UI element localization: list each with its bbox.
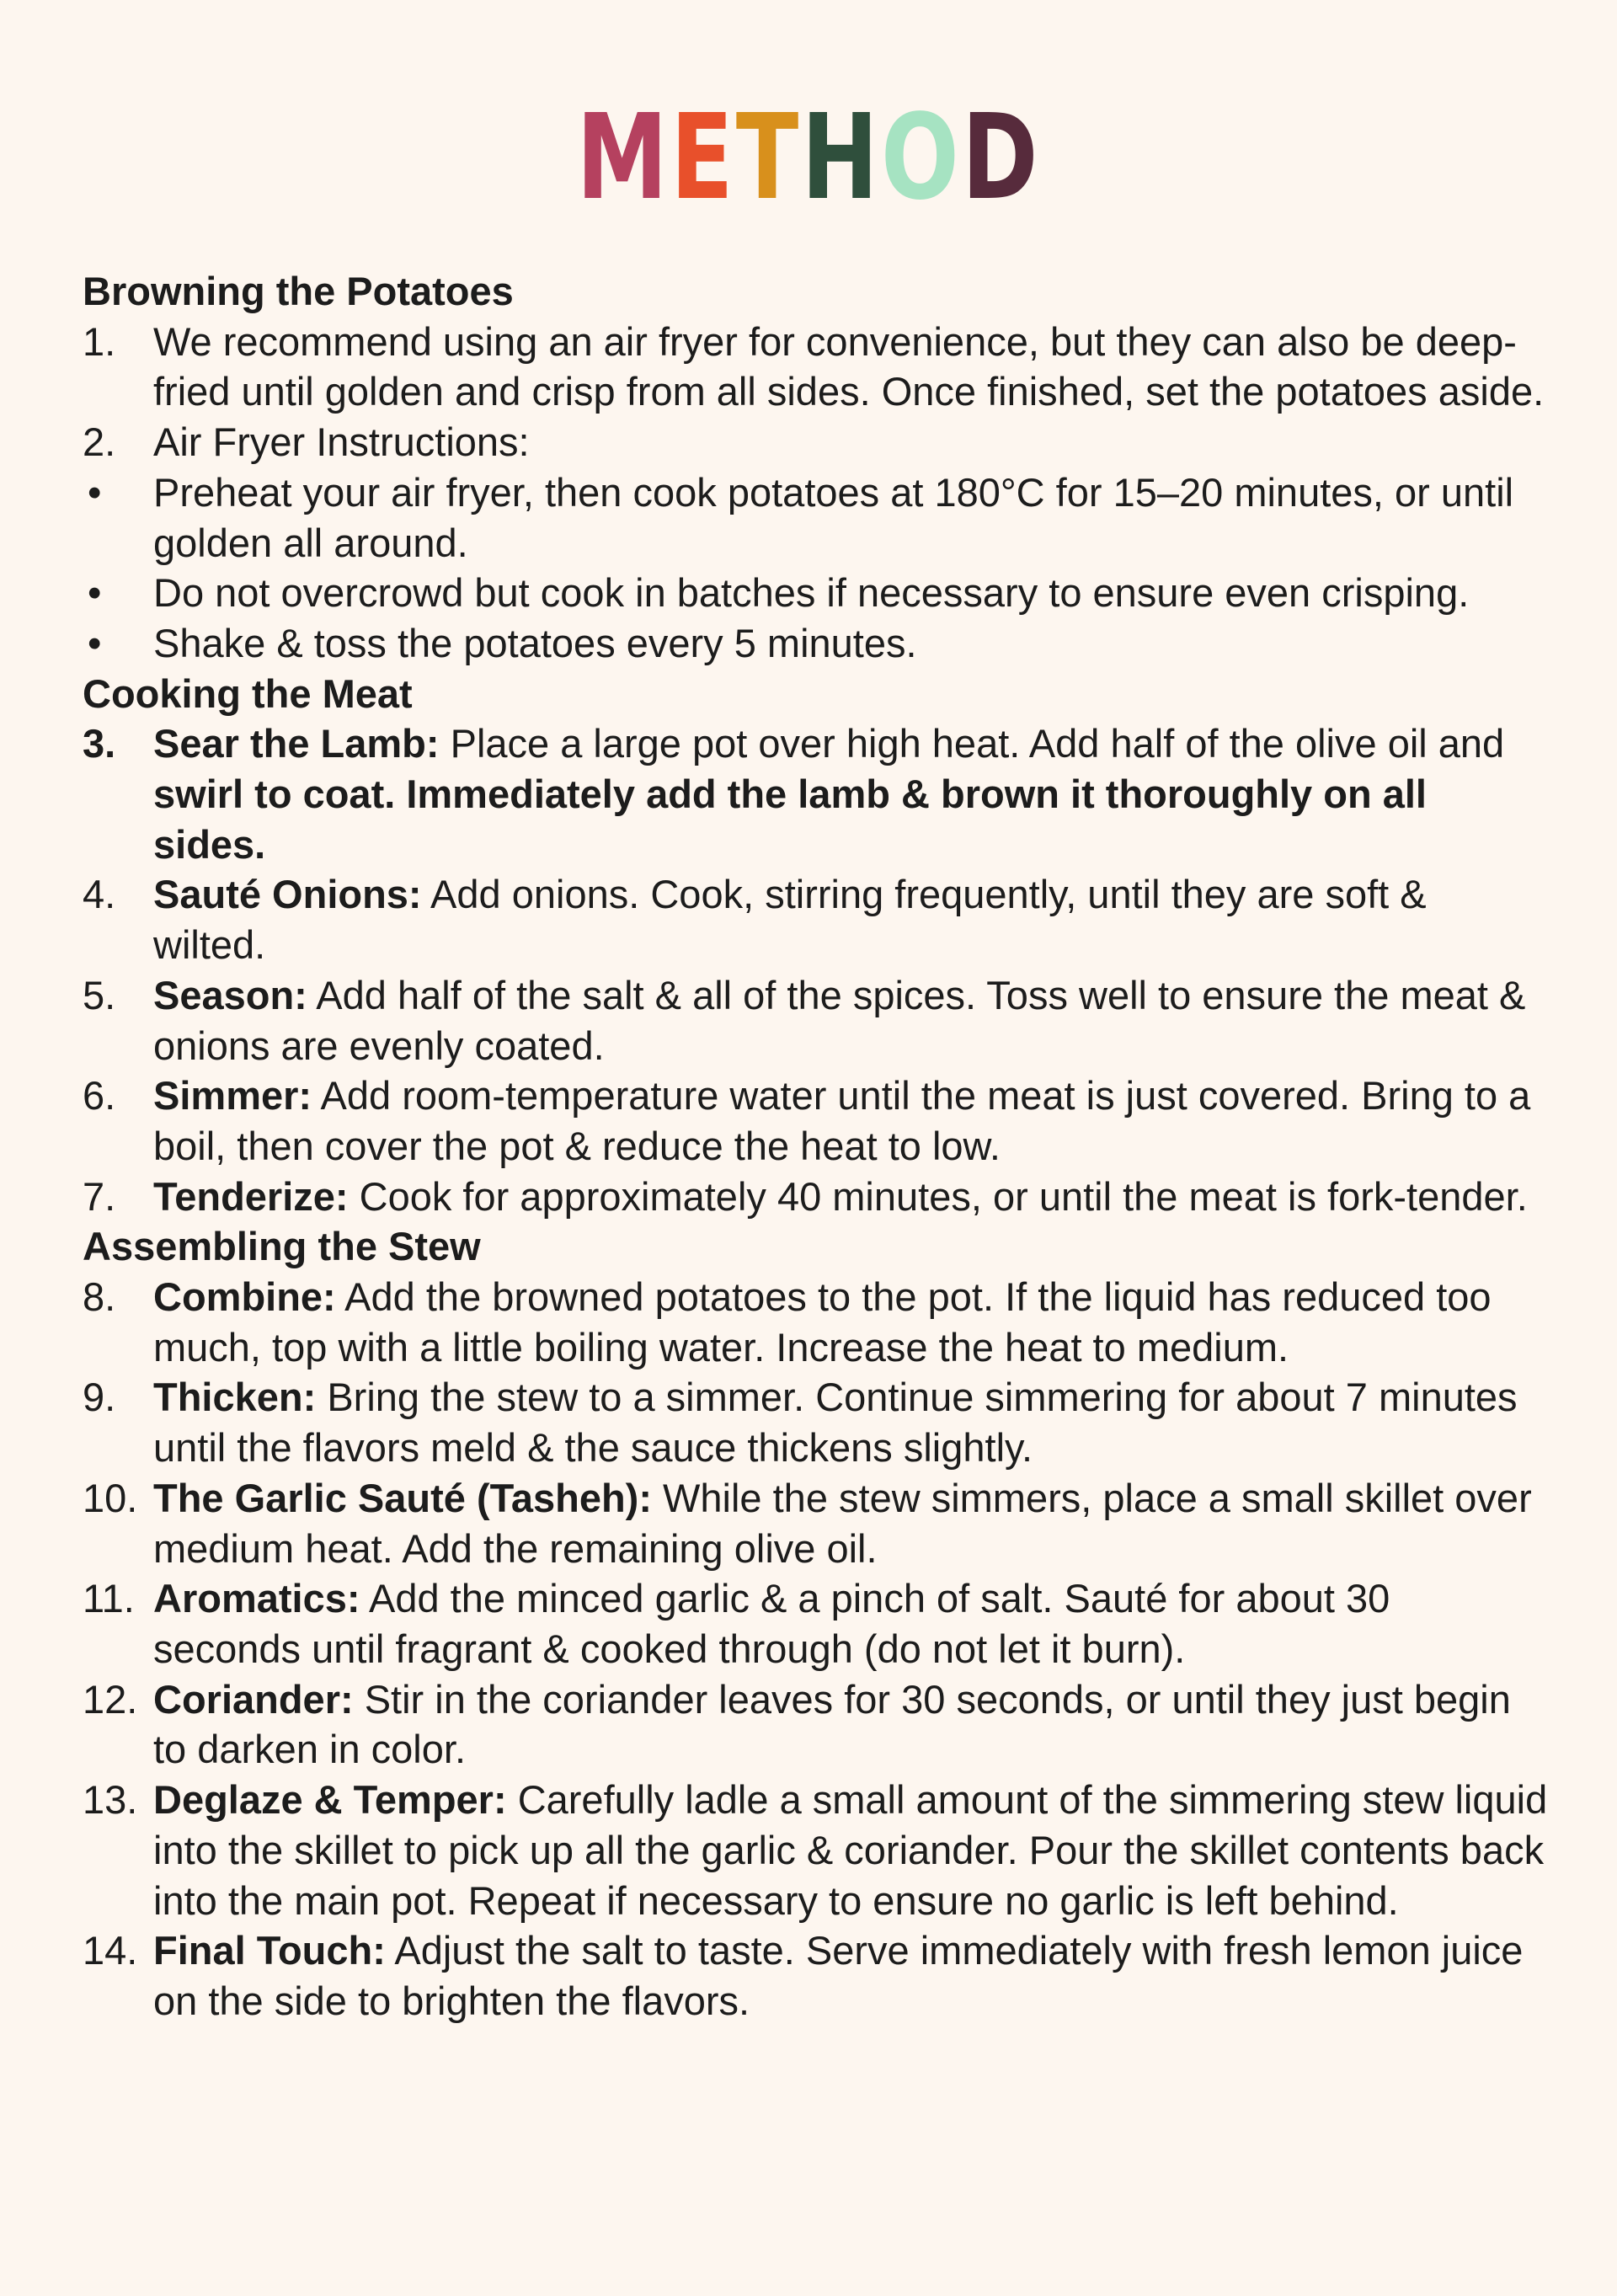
title-letter: E [670, 89, 736, 227]
step-item [83, 1272, 1548, 1372]
step-number: 12. [83, 1676, 138, 1722]
step-description: Stir in the coriander leaves for 30 seconds, or until they just begin to darken in color. [153, 1676, 1511, 1772]
bullet-marker: • [88, 469, 102, 515]
step-description: Bring the stew to a simmer. Continue simmering for about 7 minutes until the flavors meld & the sauce thickens slightly. [153, 1375, 1518, 1471]
step-number: 6. [83, 1073, 116, 1119]
section-heading: Browning the Potatoes [83, 269, 514, 313]
step-item [83, 718, 1548, 869]
step-item [83, 317, 1548, 417]
bullet-marker: • [88, 620, 102, 665]
step-item [83, 417, 1548, 467]
page-title [178, 89, 1439, 227]
step-label: Season: [153, 972, 307, 1017]
step-label: Sauté Onions: [153, 872, 422, 917]
title-letter: O [880, 89, 962, 227]
step-text [153, 470, 1513, 565]
step-label: Tenderize: [153, 1173, 349, 1219]
step-description: Add the browned potatoes to the pot. If the liquid has reduced too much, top with a little boiling water. Increase the heat to medium. [153, 1274, 1492, 1370]
step-text [153, 319, 1544, 414]
step-text [153, 570, 1469, 615]
step-number: 13. [83, 1777, 138, 1823]
step-text [153, 1677, 1511, 1772]
bullet-item [83, 467, 1548, 568]
step-text [153, 1174, 1528, 1219]
step-number: 10. [83, 1475, 138, 1520]
step-label: The Garlic Sauté (Tasheh): [153, 1475, 652, 1520]
section-browning-potatoes [83, 266, 1548, 669]
step-item [83, 869, 1548, 969]
section-assembling-stew [83, 1221, 1548, 2026]
step-description: Place a large pot over high heat. Add half of the olive oil and [439, 721, 1505, 766]
step-description: Do not overcrowd but cook in batches if necessary to ensure even crisping. [153, 570, 1470, 616]
step-label: Combine: [153, 1274, 336, 1320]
step-number: 8. [83, 1274, 116, 1320]
step-list [83, 317, 1548, 669]
step-description: We recommend using an air fryer for convenience, but they can also be deep-fried until golden and crisp from all sides. Once finished, set the potatoes aside. [153, 318, 1545, 414]
step-description: Shake & toss the potatoes every 5 minutes. [153, 620, 917, 665]
step-item [83, 1071, 1548, 1171]
step-item [83, 970, 1548, 1071]
step-number: 5. [83, 972, 116, 1017]
step-number: 11. [83, 1576, 135, 1621]
step-number: 14. [83, 1928, 138, 1973]
step-description: Carefully ladle a small amount of the simmering stew liquid into the skillet to pick up all the garlic & coriander. Pour the skillet contents back into the main pot. Repeat if necessary to ensure no garlic is left behind. [153, 1777, 1548, 1923]
step-label: Coriander: [153, 1676, 354, 1722]
step-label: Simmer: [153, 1073, 312, 1119]
bullet-item [83, 568, 1548, 618]
step-label: Deglaze & Temper: [153, 1777, 507, 1823]
step-description: While the stew simmers, place a small skillet over medium heat. Add the remaining olive oil. [153, 1475, 1532, 1571]
step-label: Sear the Lamb: [153, 721, 440, 766]
step-description: Adjust the salt to taste. Serve immediately with fresh lemon juice on the side to brighten the flavors. [153, 1928, 1524, 2023]
step-item [83, 1573, 1548, 1674]
section-heading: Assembling the Stew [83, 1224, 481, 1269]
step-item [83, 1674, 1548, 1775]
step-item [83, 1172, 1548, 1222]
title-letter: H [801, 89, 881, 227]
step-text [153, 1375, 1518, 1470]
step-item [83, 1775, 1548, 1925]
step-description: Add onions. Cook, stirring frequently, until they are soft & wilted. [153, 872, 1427, 968]
step-description: Add the minced garlic & a pinch of salt. Sauté for about 30 seconds until fragrant & cooked through (do not let it burn). [153, 1576, 1390, 1671]
step-list [83, 1272, 1548, 2026]
step-item [83, 1925, 1548, 2026]
step-label: Aromatics: [153, 1576, 360, 1621]
step-text [153, 721, 1504, 866]
step-text [153, 1274, 1492, 1370]
section-heading: Cooking the Meat [83, 670, 413, 716]
title-letter: D [961, 89, 1041, 227]
step-number: 7. [83, 1173, 116, 1219]
step-text [153, 1777, 1547, 1922]
step-item [83, 1372, 1548, 1472]
step-number: 2. [83, 419, 116, 465]
step-text [153, 1576, 1390, 1671]
step-description: Add half of the salt & all of the spices. Toss well to ensure the meat & onions are evenly coated. [153, 972, 1526, 1068]
step-list [83, 718, 1548, 1221]
step-description: Add room-temperature water until the meat is just covered. Bring to a boil, then cover the pot & reduce the heat to low. [153, 1073, 1531, 1168]
title-letter: M [576, 89, 671, 227]
step-text [153, 872, 1427, 967]
step-label: Final Touch: [153, 1928, 386, 1973]
step-text [153, 419, 530, 464]
step-text [153, 973, 1525, 1068]
step-number: 3. [83, 721, 116, 766]
section-cooking-meat [83, 669, 1548, 1222]
step-text [153, 1073, 1530, 1168]
method-content [83, 266, 1548, 2026]
step-item [83, 1473, 1548, 1573]
bullet-item [83, 618, 1548, 669]
step-description: Air Fryer Instructions: [153, 419, 530, 465]
bullet-marker: • [88, 570, 102, 616]
step-description: Preheat your air fryer, then cook potatoes at 180°C for 15–20 minutes, or until golden all around. [153, 469, 1514, 565]
step-text [153, 1928, 1523, 2023]
step-description: Cook for approximately 40 minutes, or until the meat is fork-tender. [348, 1173, 1528, 1219]
step-text [153, 1476, 1532, 1571]
title-letter: T [735, 89, 802, 227]
step-label: swirl to coat. Immediately add the lamb & brown it thoroughly on all sides. [153, 772, 1427, 867]
step-number: 9. [83, 1375, 116, 1420]
step-number: 4. [83, 872, 116, 917]
step-number: 1. [83, 318, 116, 364]
step-text [153, 621, 917, 665]
step-label: Thicken: [153, 1375, 317, 1420]
